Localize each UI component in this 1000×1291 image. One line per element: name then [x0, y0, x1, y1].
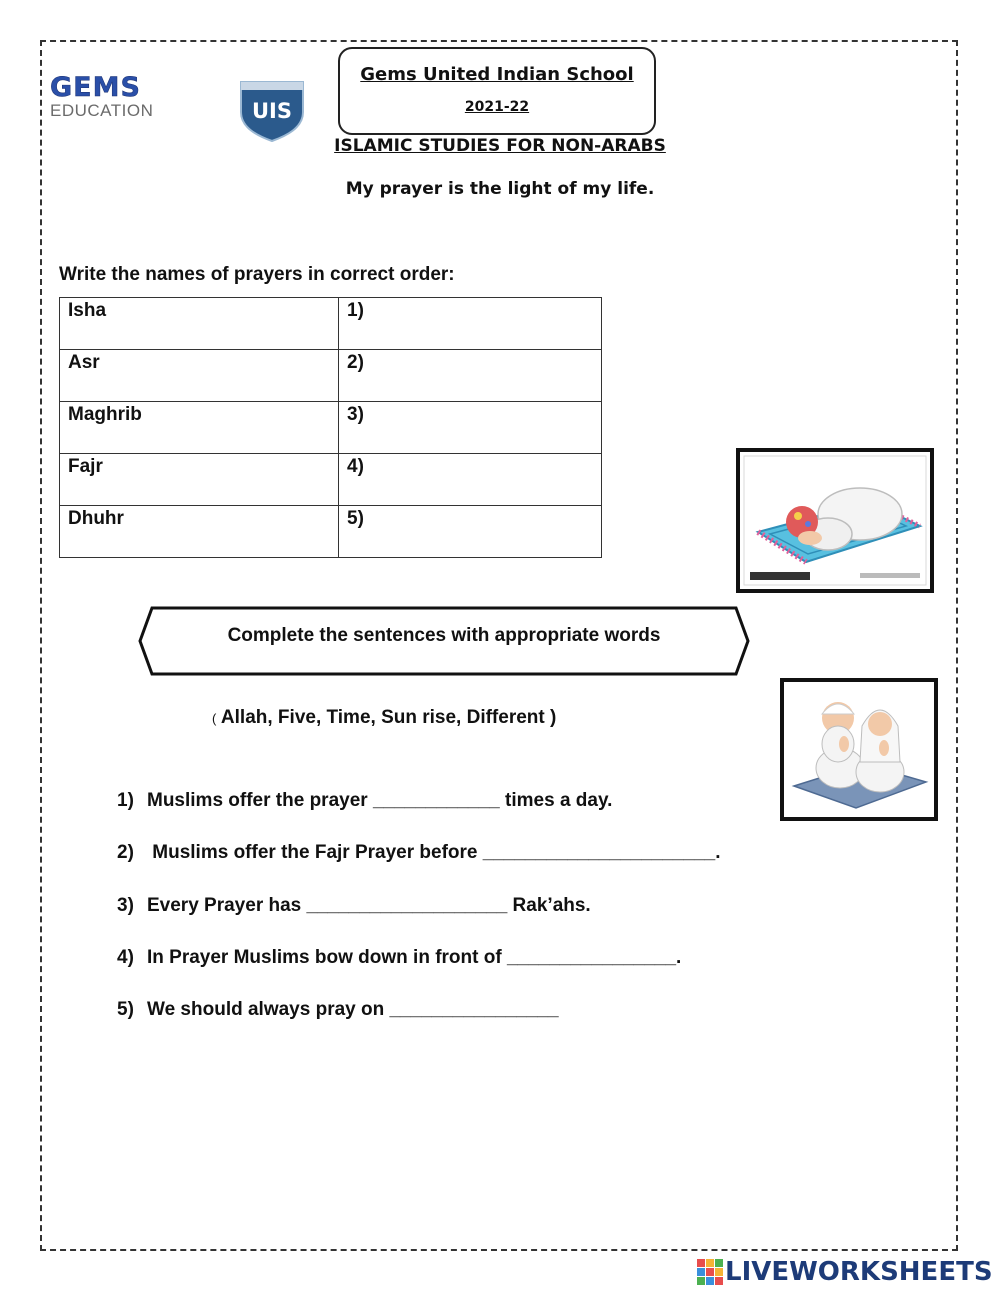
school-name: Gems United Indian School	[360, 64, 634, 85]
answer-slot-cell[interactable]: 3)	[339, 402, 602, 454]
question-number: 4)	[117, 947, 134, 968]
question-number: 5)	[117, 999, 134, 1020]
prayer-name-cell: Isha	[60, 298, 339, 350]
question-text[interactable]: We should always pray on ________________	[147, 999, 559, 1020]
prayer-name-cell: Asr	[60, 350, 339, 402]
table-row	[60, 402, 602, 454]
word-bank-words: Allah, Five, Time, Sun rise, Different )	[220, 707, 557, 728]
question-3	[117, 895, 591, 917]
question-number: 3)	[117, 895, 134, 916]
question-2	[117, 842, 721, 864]
subject-title: ISLAMIC STUDIES FOR NON-ARABS	[334, 136, 666, 156]
question-number: 1)	[117, 790, 134, 811]
children-praying-illustration	[780, 678, 938, 821]
gems-logo-word: GEMS	[50, 72, 141, 103]
answer-slot-cell[interactable]: 1)	[339, 298, 602, 350]
table-row	[60, 454, 602, 506]
question-text[interactable]: Every Prayer has ___________________ Rak’ahs.	[147, 895, 591, 916]
prayer-name-cell: Fajr	[60, 454, 339, 506]
academic-year: 2021-22	[464, 99, 530, 115]
motto: My prayer is the light of my life.	[345, 179, 655, 199]
praying-child-icon	[740, 452, 930, 589]
question-5	[117, 999, 559, 1021]
answer-slot-cell[interactable]: 4)	[339, 454, 602, 506]
shield-icon	[238, 78, 306, 142]
table-row	[60, 506, 602, 558]
prayer-name-cell: Maghrib	[60, 402, 339, 454]
liveworksheets-logo	[697, 1257, 997, 1287]
answer-slot-cell[interactable]: 5)	[339, 506, 602, 558]
prayer-order-instruction: Write the names of prayers in correct order:	[59, 264, 455, 285]
uis-shield-logo	[238, 78, 306, 142]
question-text[interactable]: In Prayer Muslims bow down in front of ________________.	[147, 947, 682, 968]
question-text[interactable]: Muslims offer the prayer ____________ times a day.	[147, 790, 613, 811]
praying-children-icon	[784, 682, 934, 817]
prayer-name-cell: Dhuhr	[60, 506, 339, 558]
question-4	[117, 947, 681, 969]
liveworksheets-grid-icon	[697, 1259, 723, 1285]
word-bank-open-paren: (	[212, 711, 217, 726]
question-number: 2)	[117, 842, 134, 863]
answer-slot-cell[interactable]: 2)	[339, 350, 602, 402]
table-row	[60, 350, 602, 402]
question-1	[117, 790, 612, 812]
prostration-illustration	[736, 448, 934, 593]
question-text[interactable]: Muslims offer the Fajr Prayer before ______________________.	[147, 842, 721, 863]
gems-education-logo	[50, 72, 160, 127]
table-row	[60, 298, 602, 350]
prayer-order-table	[59, 297, 602, 558]
banner-text: Complete the sentences with appropriate words	[227, 625, 661, 646]
word-bank	[212, 707, 556, 729]
school-header-box	[338, 47, 656, 135]
gems-logo-subtitle: EDUCATION	[50, 101, 154, 120]
liveworksheets-wordmark: LIVEWORKSHEETS	[725, 1257, 993, 1287]
uis-logo-text: UIS	[252, 99, 292, 123]
